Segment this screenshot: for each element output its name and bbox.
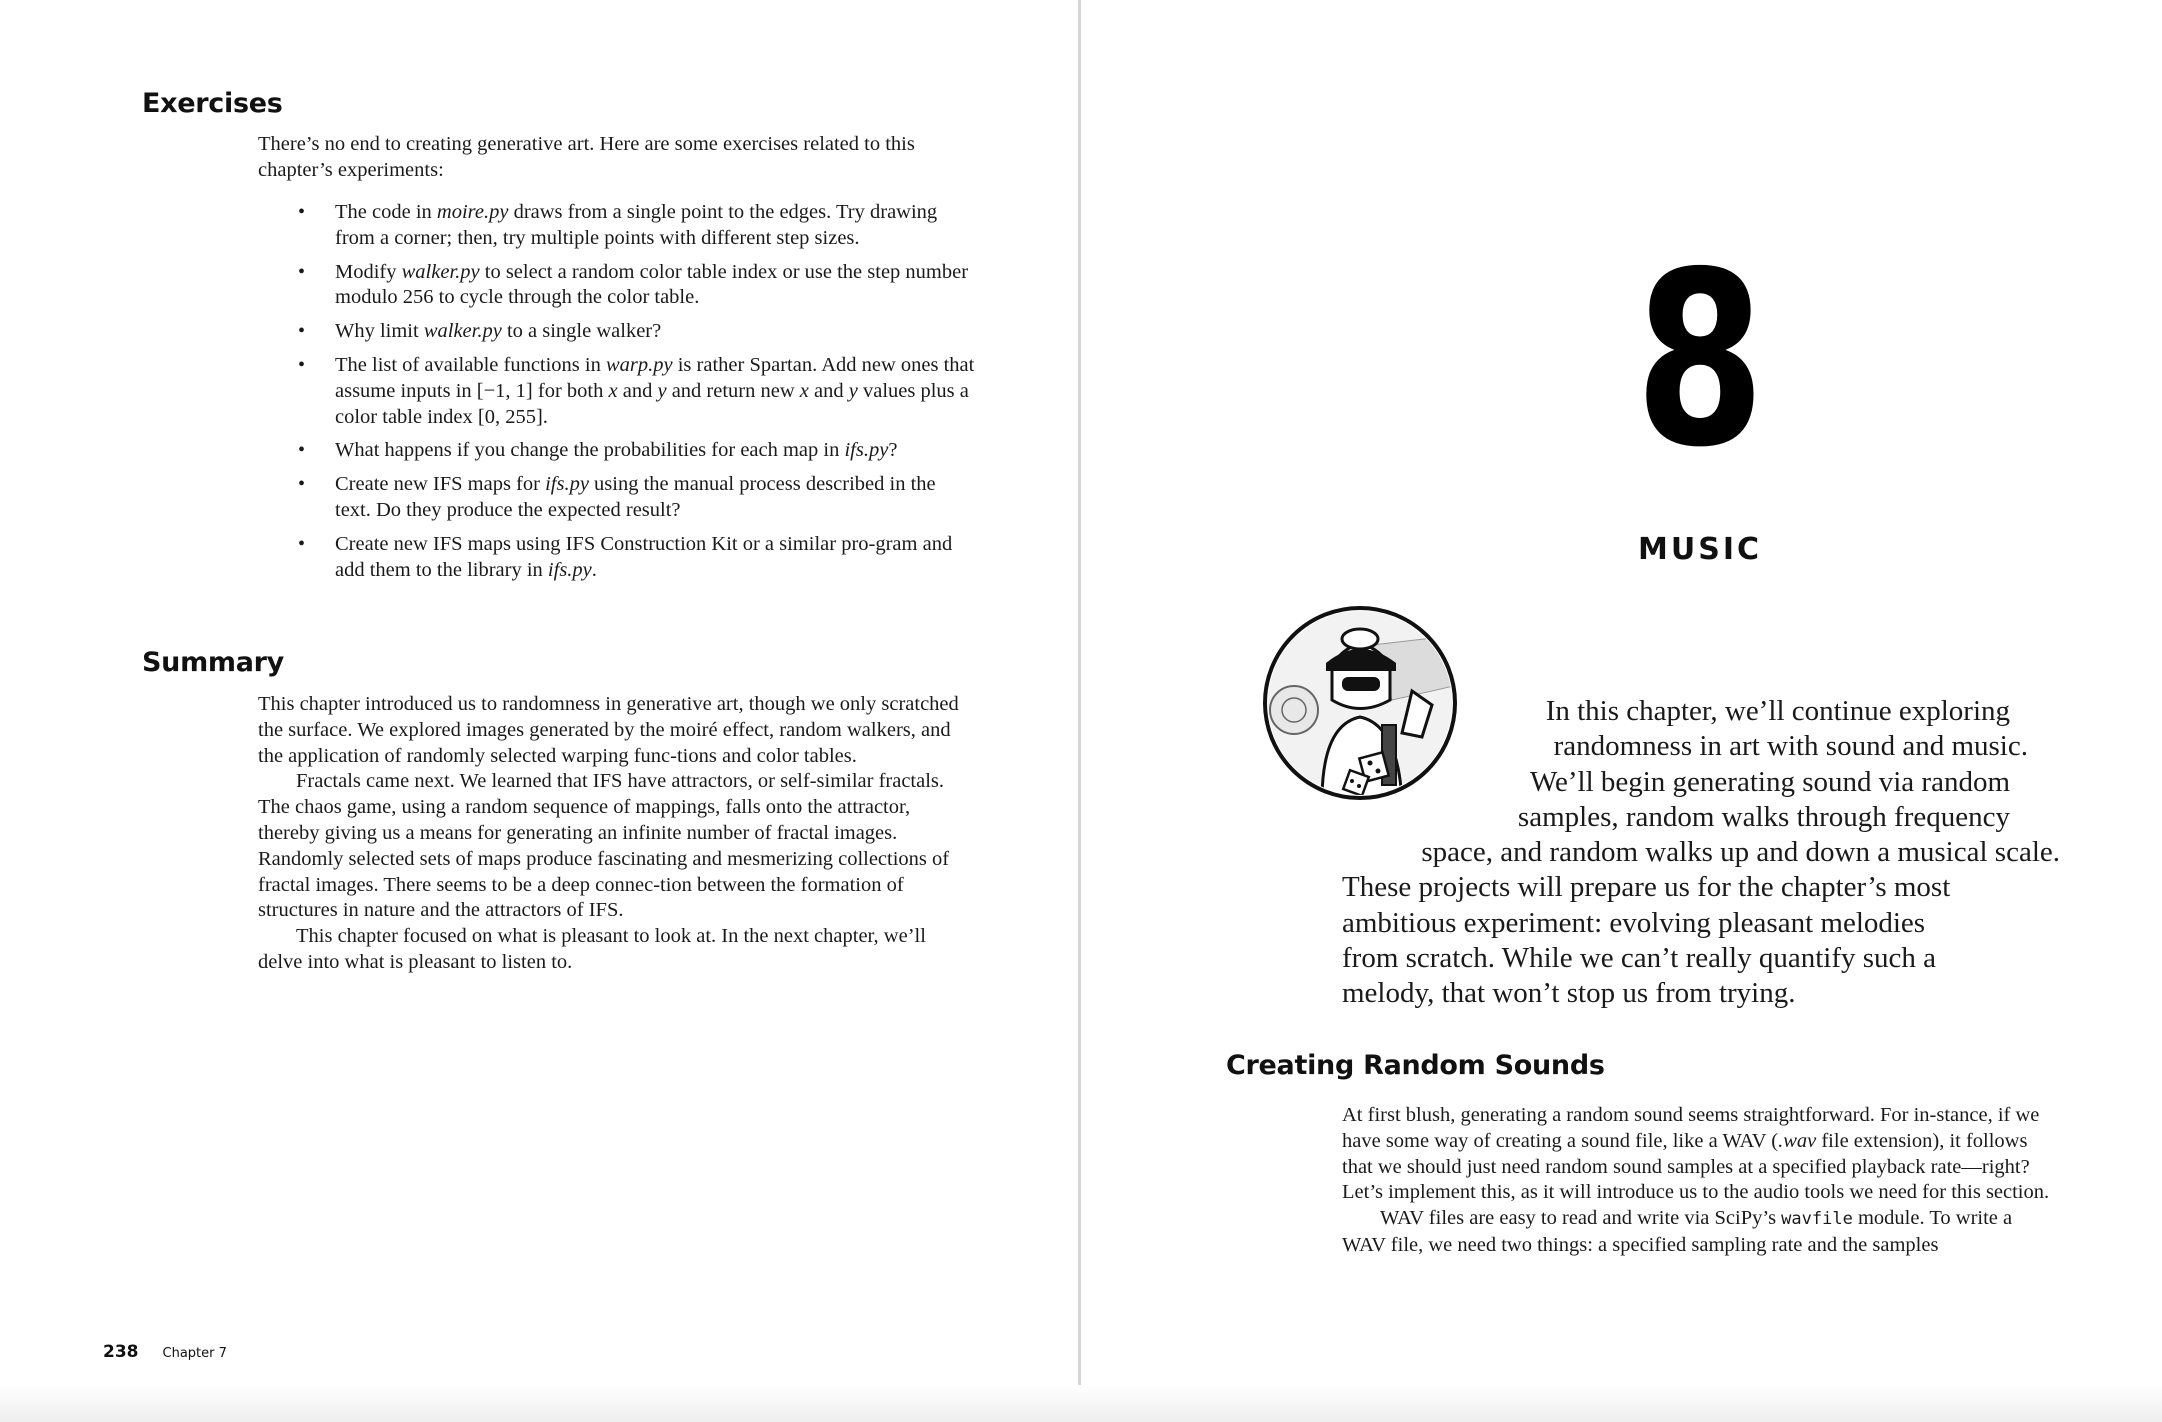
chapter-title: MUSIC [1638,532,1762,567]
page-folio [103,1342,227,1362]
section-body [1342,1103,2054,1259]
intro-line: These projects will prepare us for the chapter’s most [1342,871,1951,904]
list-item: • The list of available functions in warp.py is rather Spartan. Add new ones that assume inputs in [−1, 1] for both x and y and return new x and y values plus a color table index [0, 255]. [298,353,975,428]
running-chapter: Chapter 7 [162,1346,227,1361]
list-item: • What happens if you change the probabilities for each map in ifs.py? [298,439,898,462]
chapter-number: 8 [1634,220,1766,500]
exercises-heading: Exercises [142,88,283,119]
exercises-intro-text: There’s no end to creating generative art. Here are some exercises related to this chapter’s experiments: [258,133,915,181]
list-item: • Modify walker.py to select a random color table index or use the step number modulo 256 to cycle through the color table. [298,260,969,309]
list-item: • Create new IFS maps for ifs.py using the manual process described in the text. Do they produce the expected result? [298,473,936,521]
intro-line: space, and random walks up and down a musical scale. [1421,836,2060,869]
intro-line: melody, that won’t stop us from trying. [1342,977,1796,1010]
summary-body [258,692,970,976]
summary-heading: Summary [142,647,284,678]
page-number: 238 [103,1342,139,1362]
exercises-list [298,200,975,591]
exercises-intro [258,132,970,184]
summary-paragraph: Fractals came next. We learned that IFS have attractors, or self-similar fractals. The chaos game, using a random sequence of mappings, falls onto the attractor, thereby giving us a means for generating an infinite number of fractal images. Randomly selected sets of maps produce fascinating and mesmerizing collections of fractal images. There seems to be a deep connec-tion between the formation of structures in nature and the attractors of IFS. [258,770,950,922]
list-item: • Why limit walker.py to a single walker? [298,320,662,343]
intro-line: ambitious experiment: evolving pleasant melodies [1342,906,1926,939]
section-paragraph: WAV files are easy to read and write via SciPy’s wavfile module. To write a WAV file, we need two things: a specified sampling rate and the samples [1342,1207,2013,1256]
intro-line: In this chapter, we’ll continue exploring [1545,695,2010,727]
intro-line: from scratch. While we can’t really quantify such a [1342,942,1937,975]
summary-paragraph: This chapter focused on what is pleasant to look at. In the next chapter, we’ll delve into what is pleasant to listen to. [258,925,926,973]
section-paragraph: At first blush, generating a random sound seems straightforward. For in-stance, if we have some way of creating a sound file, like a WAV (.wav file extension), it follows that we should just need random sound samples at a specified playback rate—right? Let’s implement this, as it will introduce us to the audio tools we need for this section. [1342,1104,2050,1204]
scan-bottom-shadow [0,1385,2162,1422]
chapter-intro [1300,694,2060,1012]
intro-line: We’ll begin generating sound via random [1529,765,2010,798]
intro-line: samples, random walks through frequency [1517,800,2010,833]
list-item: • Create new IFS maps using IFS Construction Kit or a similar pro-gram and add them to the library in ifs.py. [298,532,953,581]
summary-paragraph: This chapter introduced us to randomness in generative art, though we only scratched the surface. We explored images generated by the moiré effect, random walkers, and the application of randomly selected warping func-tions and color tables. [258,693,959,767]
list-item: • The code in moire.py draws from a single point to the edges. Try drawing from a corner; then, try multiple points with different step sizes. [298,201,938,249]
section-heading: Creating Random Sounds [1226,1050,1605,1081]
intro-line: randomness in art with sound and music. [1553,730,2028,763]
